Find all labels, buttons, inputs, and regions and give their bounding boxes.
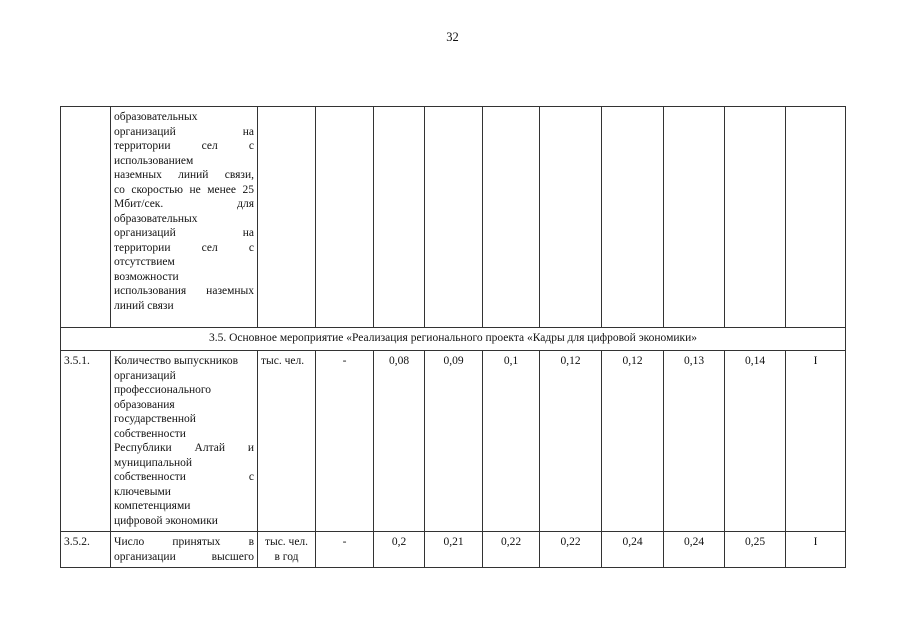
text-line: организаций на <box>114 125 254 138</box>
value-cell: 0,22 <box>540 532 602 568</box>
text-line: Республики Алтай и <box>114 442 254 454</box>
text-line: линий связи <box>114 299 174 312</box>
value-cell <box>786 107 846 328</box>
text-line: профессионального <box>114 384 212 396</box>
index-cell <box>61 107 111 328</box>
value-cell: 0,09 <box>425 351 483 532</box>
type-cell: I <box>786 532 846 568</box>
unit-cell <box>258 107 316 328</box>
value-cell: 0,12 <box>602 351 664 532</box>
text-line: со скоростью не менее 25 <box>114 183 254 196</box>
text-line: возможности <box>114 270 179 283</box>
value-cell <box>725 107 786 328</box>
table-row-continuation <box>61 107 846 328</box>
value-cell <box>374 107 425 328</box>
row-index: 3.5.1. <box>61 351 111 532</box>
text-line: территории сел с <box>114 241 254 254</box>
value-cell: 0,21 <box>425 532 483 568</box>
text-line: Мбит/сек. для <box>114 198 254 210</box>
text-line: использованием <box>114 154 194 167</box>
indicator-name-cell <box>111 532 258 568</box>
value-cell <box>540 107 602 328</box>
value-cell: 0,25 <box>725 532 786 568</box>
table-row-section <box>61 328 846 351</box>
text-line: отсутствием <box>114 256 175 268</box>
text-line: тыс. чел. <box>264 536 309 548</box>
value-cell: 0,1 <box>483 351 540 532</box>
text-line: собственности <box>114 427 186 440</box>
text-line: собственности с <box>114 471 254 483</box>
unit-cell <box>258 532 316 568</box>
row-index: 3.5.2. <box>61 532 111 568</box>
base-value-cell: - <box>316 351 374 532</box>
text-line: Количество выпускников <box>114 355 239 367</box>
section-title: 3.5. Основное мероприятие «Реализация регионального проекта «Кадры для цифровой экономики» <box>61 328 846 351</box>
value-cell: 0,22 <box>483 532 540 568</box>
base-value-cell: - <box>316 532 374 568</box>
value-cell <box>664 107 725 328</box>
value-cell: 0,24 <box>664 532 725 568</box>
text-line: организации высшего <box>114 550 254 563</box>
page-number: 32 <box>446 30 459 44</box>
text-line: территории сел с <box>114 140 254 152</box>
value-cell: 0,14 <box>725 351 786 532</box>
table-row <box>61 351 846 532</box>
value-cell: 0,2 <box>374 532 425 568</box>
table-row <box>61 532 846 568</box>
value-cell: 0,12 <box>540 351 602 532</box>
value-cell: 0,13 <box>664 351 725 532</box>
indicators-table <box>60 106 846 568</box>
text-line: образовательных <box>114 111 198 123</box>
value-cell <box>425 107 483 328</box>
text-line: в год <box>274 550 299 563</box>
value-cell <box>483 107 540 328</box>
value-cell: 0,08 <box>374 351 425 532</box>
type-cell: I <box>786 351 846 532</box>
text-line: государственной <box>114 413 196 425</box>
text-line: Число принятых в <box>114 536 254 548</box>
text-line: компетенциями <box>114 500 191 512</box>
text-line: образования <box>114 398 175 411</box>
indicator-name-cell <box>111 107 258 328</box>
text-line: муниципальной <box>114 456 193 469</box>
value-cell <box>316 107 374 328</box>
text-line: цифровой экономики <box>114 514 218 527</box>
text-line: наземных линий связи, <box>114 169 254 181</box>
text-line: использования наземных <box>114 285 254 297</box>
text-line: ключевыми <box>114 485 171 498</box>
value-cell <box>602 107 664 328</box>
text-line: организаций на <box>114 227 254 239</box>
indicator-name-cell <box>111 351 258 532</box>
text-line: образовательных <box>114 212 198 225</box>
value-cell: 0,24 <box>602 532 664 568</box>
text-line: организаций <box>114 369 176 382</box>
unit-cell: тыс. чел. <box>258 351 316 532</box>
